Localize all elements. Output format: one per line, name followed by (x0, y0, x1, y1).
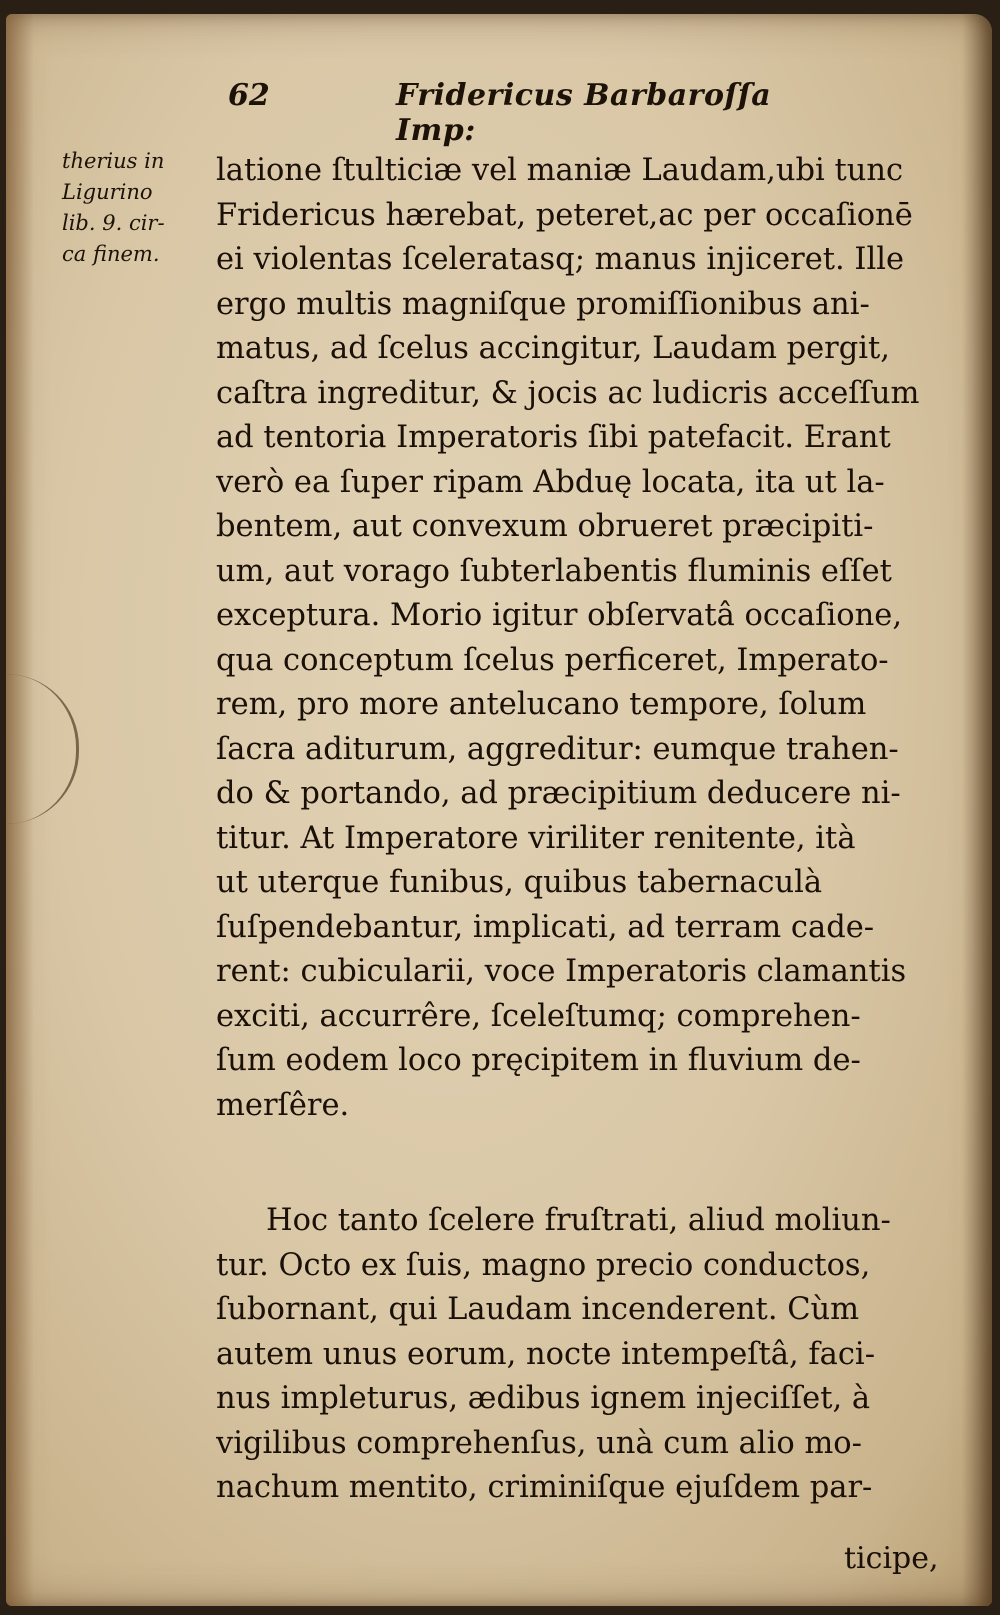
text-line: ſum eodem loco pręcipitem in fluvium de- (216, 1043, 861, 1078)
running-title: Fridericus Barbaroſſa Imp: (396, 78, 772, 148)
book-page (6, 14, 992, 1606)
text-line: exceptura. Morio igitur obſervatâ occaſione, (216, 598, 903, 633)
catchword: ticipe, (844, 1541, 939, 1576)
text-line: ſubornant, qui Laudam incenderent. Cùm (216, 1292, 860, 1327)
text-line: ergo multis magniſque promiſſionibus ani- (216, 286, 870, 322)
page-curl (6, 674, 79, 824)
text-line: ad tentoria Imperatoris ſibi patefacit. Erant (216, 420, 891, 455)
text-line: caſtra ingreditur, & jocis ac ludicris acceſſum (216, 375, 920, 411)
text-line: matus, ad ſcelus accingitur, Laudam pergit, (216, 331, 890, 366)
margin-note-line: therius in (62, 149, 165, 173)
text-line: latione ſtulticiæ vel maniæ Laudam,ubi tunc (216, 153, 904, 188)
text-line: Fridericus hærebat, peteret,ac per occaſionē (216, 197, 913, 233)
margin-note-line: Ligurino (62, 180, 153, 204)
page-header (216, 78, 856, 148)
margin-note (62, 146, 212, 270)
text-line: nachum mentito, criminiſque ejuſdem par- (216, 1470, 873, 1505)
text-line: ut uterque funibus, quibus tabernaculà (216, 865, 823, 900)
text-line: ſacra aditurum, aggreditur: eumque trahen- (216, 731, 899, 767)
text-line: verò ea ſuper ripam Abduę locata, ita ut la- (216, 464, 885, 500)
text-line: tur. Octo ex ſuis, magno precio conductos, (216, 1247, 871, 1283)
text-line: exciti, accurrêre, ſceleſtumq; comprehen- (216, 998, 861, 1034)
text-line: um, aut vorago ſubterlabentis fluminis eſſet (216, 553, 892, 589)
paragraph-1 (216, 149, 966, 1128)
text-line: ſuſpendebantur, implicati, ad terram cade- (216, 909, 875, 945)
page-number: 62 (228, 78, 270, 113)
text-line: autem unus eorum, nocte intempeſtâ, faci- (216, 1336, 875, 1372)
text-line: vigilibus comprehenſus, unà cum alio mo- (216, 1425, 862, 1461)
text-line: rent: cubicularii, voce Imperatoris clamantis (216, 954, 907, 989)
margin-note-line: ca finem. (62, 242, 160, 266)
text-line: qua conceptum ſcelus perficeret, Imperato- (216, 642, 889, 678)
text-line: bentem, aut convexum obrueret præcipiti- (216, 509, 874, 544)
paragraph-2 (216, 1199, 966, 1511)
text-line: titur. At Imperatore viriliter renitente, ità (216, 820, 856, 856)
text-line: do & portando, ad præcipitium deducere ni- (216, 776, 901, 811)
text-line: nus impleturus, ædibus ignem injeciſſet, à (216, 1381, 871, 1416)
text-line: rem, pro more antelucano tempore, ſolum (216, 687, 867, 722)
text-line: ei violentas ſceleratasq; manus injiceret. Ille (216, 242, 905, 277)
text-line: merſêre. (216, 1087, 350, 1123)
margin-note-line: lib. 9. cir- (62, 211, 165, 235)
text-line: Hoc tanto ſcelere fruſtrati, aliud moliun- (266, 1203, 891, 1238)
